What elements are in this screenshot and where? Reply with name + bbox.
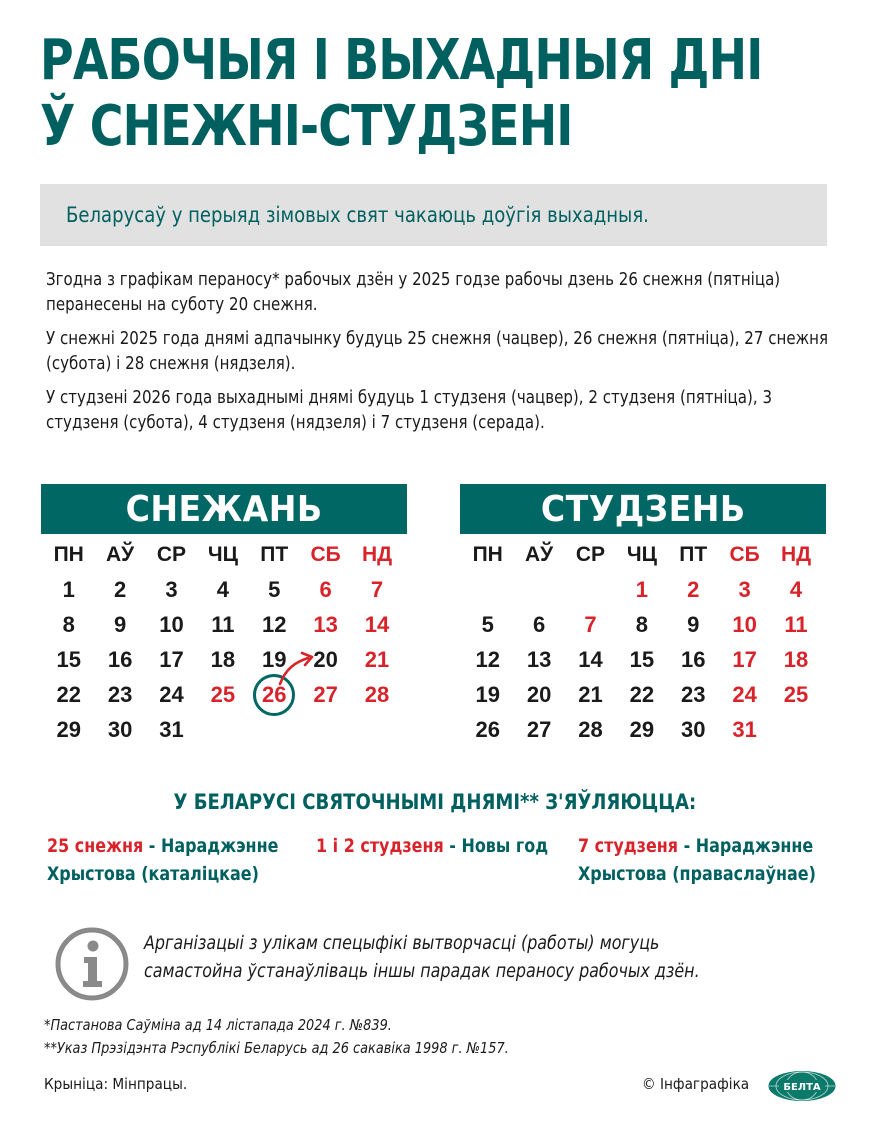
credit-label: © Інфаграфіка	[642, 1075, 750, 1093]
weekday-header: ПН	[53, 543, 84, 566]
empty-day	[565, 572, 616, 607]
paragraph-transfer: Згодна з графікам пераносу* рабочых дзён у 2025 годзе рабочы дзень 26 снежня (пятніца) перанесены на суботу 20 снежня.	[46, 270, 781, 315]
calendar-grid-december	[43, 534, 407, 747]
month-header-december: СНЕЖАНЬ	[41, 484, 407, 534]
holidays-heading: У БЕЛАРУСІ СВЯТОЧНЫМІ ДНЯМІ** З'ЯЎЛЯЮЦЦА:	[173, 790, 697, 814]
day-cell: 14	[364, 611, 390, 637]
title-line-2: Ў СНЕЖНІ-СТУДЗЕНІ	[40, 94, 573, 159]
weekday-header: НД	[780, 543, 812, 566]
day-cell: 23	[681, 681, 706, 707]
day-cell: 21	[578, 681, 603, 707]
svg-text:БЕЛТА: БЕЛТА	[783, 1082, 821, 1093]
month-header-january: СТУДЗЕНЬ	[460, 484, 826, 534]
day-cell: 14	[578, 646, 603, 672]
holiday-name: Нараджэнне	[695, 835, 814, 857]
holiday-date: 25 снежня	[47, 835, 144, 857]
day-cell: 15	[56, 646, 81, 672]
day-cell: 22	[56, 681, 81, 707]
weekday-header: ЧЦ	[626, 543, 657, 566]
weekday-header: АЎ	[105, 543, 135, 566]
day-cell: 9	[113, 611, 127, 637]
day-cell: 21	[364, 646, 390, 672]
day-cell: 25	[783, 681, 809, 707]
day-cell: 13	[313, 611, 338, 637]
day-cell: 18	[210, 646, 236, 672]
day-cell: 30	[107, 716, 133, 742]
weekday-header: АЎ	[524, 543, 554, 566]
day-cell: 15	[629, 646, 655, 672]
weekday-header: НД	[361, 543, 393, 566]
day-cell: 10	[159, 611, 184, 637]
day-cell: 19	[262, 646, 287, 672]
day-cell: 24	[159, 681, 184, 707]
day-cell: 28	[364, 681, 390, 707]
day-cell: 5	[481, 611, 494, 637]
holiday-date: 7 студзеня	[578, 835, 679, 857]
day-cell: 2	[113, 576, 127, 602]
day-cell: 7	[584, 611, 597, 637]
weekday-header: ПН	[472, 543, 503, 566]
day-cell: 1	[62, 576, 75, 602]
empty-day	[462, 572, 513, 607]
belta-logo-icon	[767, 1070, 837, 1102]
day-cell: 31	[732, 716, 757, 742]
day-cell: 20	[526, 681, 552, 707]
day-cell: 28	[578, 716, 603, 742]
day-cell: 3	[738, 576, 751, 602]
calendar-december	[41, 484, 407, 747]
day-cell: 6	[532, 611, 546, 637]
weekday-header: СР	[156, 543, 187, 566]
intro-paragraphs	[46, 268, 836, 445]
weekday-header: ЧЦ	[207, 543, 238, 566]
day-cell: 27	[313, 681, 338, 707]
day-cell: 3	[165, 576, 178, 602]
info-icon	[54, 926, 130, 1002]
day-cell: 18	[783, 646, 809, 672]
day-cell-transferred: 26	[249, 677, 300, 712]
day-cell: 19	[475, 681, 500, 707]
day-cell: 13	[526, 646, 552, 672]
day-cell: 27	[526, 716, 552, 742]
holiday-name-cont: Хрыстова (праваслаўнае)	[578, 863, 816, 885]
calendar-january	[460, 484, 826, 747]
paragraph-january: У студзені 2026 года выхаднымі днямі будуць 1 студзеня (чацвер), 2 студзеня (пятніца), 3 студзеня (субота), 4 студзеня (нядзеля) і 7 студзеня (серада).	[46, 388, 773, 433]
day-cell: 2	[687, 576, 700, 602]
footnote-1: *Пастанова Саўміна ад 14 лістапада 2024 г. №839.	[44, 1016, 392, 1034]
day-cell: 29	[56, 716, 81, 742]
holiday-date: 1 і 2 студзеня	[316, 835, 444, 857]
day-cell: 25	[210, 681, 236, 707]
weekday-header: СР	[575, 543, 606, 566]
source-label: Крыніца: Мінпрацы.	[44, 1075, 188, 1093]
day-cell: 16	[107, 646, 133, 672]
day-cell: 6	[319, 576, 332, 602]
day-cell: 5	[268, 576, 281, 602]
subtitle-banner	[40, 184, 827, 246]
holiday-name-cont: Хрыстова (каталіцкае)	[47, 863, 259, 885]
day-cell: 16	[681, 646, 706, 672]
day-cell: 17	[159, 646, 184, 672]
holiday-name: Нараджэнне	[160, 835, 279, 857]
day-cell: 8	[62, 611, 75, 637]
day-cell: 1	[635, 576, 648, 602]
weekday-header: СБ	[310, 543, 341, 566]
paragraph-december: У снежні 2025 года днямі адпачынку будуць 25 снежня (чацвер), 26 снежня (пятніца), 27 снежня (субота) і 28 снежня (нядзеля).	[46, 329, 829, 374]
day-cell: 4	[216, 576, 229, 602]
calendar-grid-january	[462, 534, 826, 747]
weekday-header: СБ	[729, 543, 760, 566]
day-cell: 29	[629, 716, 655, 742]
day-cell: 11	[211, 611, 235, 637]
info-note: Арганізацыі з улікам спецыфікі вытворчасці (работы) могуць самастойна ўстанаўліваць іншы парадак пераносу рабочых дзён.	[144, 933, 700, 982]
footnote-2: **Указ Прэзідэнта Рэспублікі Беларусь ад 26 сакавіка 1998 г. №157.	[44, 1039, 509, 1057]
day-cell: 4	[789, 576, 803, 602]
page-title	[40, 28, 763, 160]
empty-day	[513, 572, 564, 607]
day-cell: 11	[784, 611, 808, 637]
day-cell: 30	[681, 716, 706, 742]
holiday-name: Новы год	[461, 835, 549, 857]
day-cell: 31	[159, 716, 184, 742]
day-cell: 8	[635, 611, 648, 637]
footnotes	[44, 1014, 584, 1060]
weekday-header: ПТ	[679, 543, 708, 566]
day-cell: 26	[475, 716, 500, 742]
day-cell: 17	[732, 646, 757, 672]
day-cell: 23	[107, 681, 133, 707]
holiday-new-year: 1 і 2 студзеня - Новы год	[316, 835, 549, 857]
title-line-1: РАБОЧЫЯ І ВЫХАДНЫЯ ДНІ	[40, 28, 763, 93]
day-cell: 10	[732, 611, 757, 637]
day-cell: 12	[262, 611, 287, 637]
holiday-catholic-christmas: 25 снежня - Нараджэнне Хрыстова (каталіцкае)	[47, 832, 323, 888]
day-cell: 7	[370, 576, 384, 602]
weekday-header: ПТ	[260, 543, 289, 566]
day-cell: 24	[732, 681, 757, 707]
day-cell: 22	[629, 681, 655, 707]
day-cell: 9	[687, 611, 700, 637]
day-cell: 12	[475, 646, 500, 672]
holiday-orthodox-christmas: 7 студзеня - Нараджэнне Хрыстова (праваслаўнае)	[578, 832, 861, 888]
day-cell: 20	[313, 646, 338, 672]
subtitle-text: Беларусаў у перыяд зімовых свят чакаюць доўгія выхадныя.	[66, 203, 649, 227]
